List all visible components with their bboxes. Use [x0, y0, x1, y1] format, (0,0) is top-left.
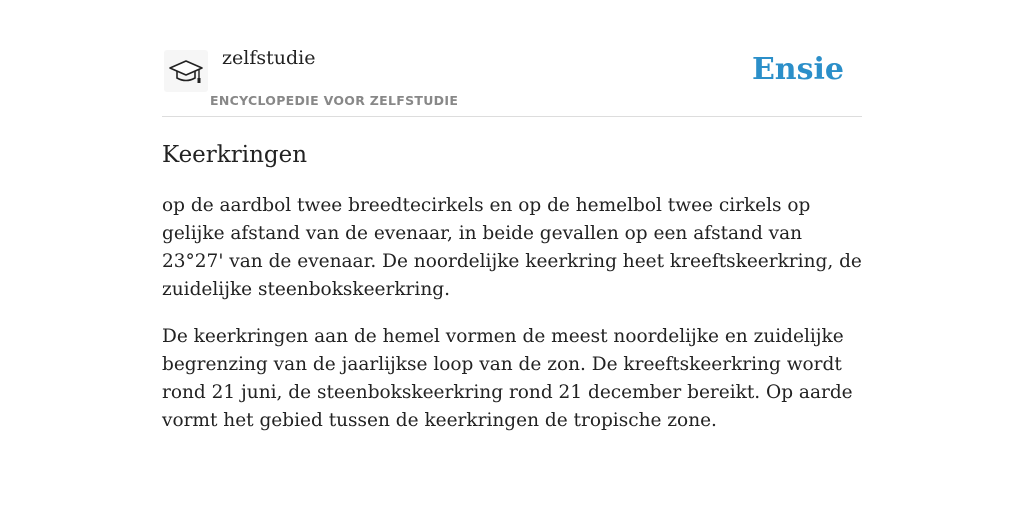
article-paragraph: De keerkringen aan de hemel vormen de meest noordelijke en zuidelijke begrenzing van de jaarlijkse loop van de zon. De kreeftskeerkring wordt rond 21 juni, de steenbokskeerkring rond 21 december bereikt. Op aarde vormt het gebied tussen de keerkringen de tropische zone. — [162, 326, 853, 431]
graduation-cap-icon — [168, 57, 204, 87]
brand-name[interactable]: zelfstudie — [222, 47, 316, 69]
article-paragraph: op de aardbol twee breedtecirkels en op de hemelbol twee cirkels op gelijke afstand van de evenaar, in beide gevallen op een afstand van 23°27' van de evenaar. De noordelijke keerkring heet kreeftskeerkring, de zuidelijke steenbokskeerkring. — [162, 195, 862, 300]
site-header — [162, 0, 862, 117]
site-tagline: ENCYCLOPEDIE VOOR ZELFSTUDIE — [210, 93, 459, 108]
ensie-home-link[interactable]: Ensie — [751, 52, 844, 87]
article — [162, 140, 862, 435]
article-title: Keerkringen — [162, 142, 308, 168]
site-logo[interactable] — [164, 50, 208, 92]
